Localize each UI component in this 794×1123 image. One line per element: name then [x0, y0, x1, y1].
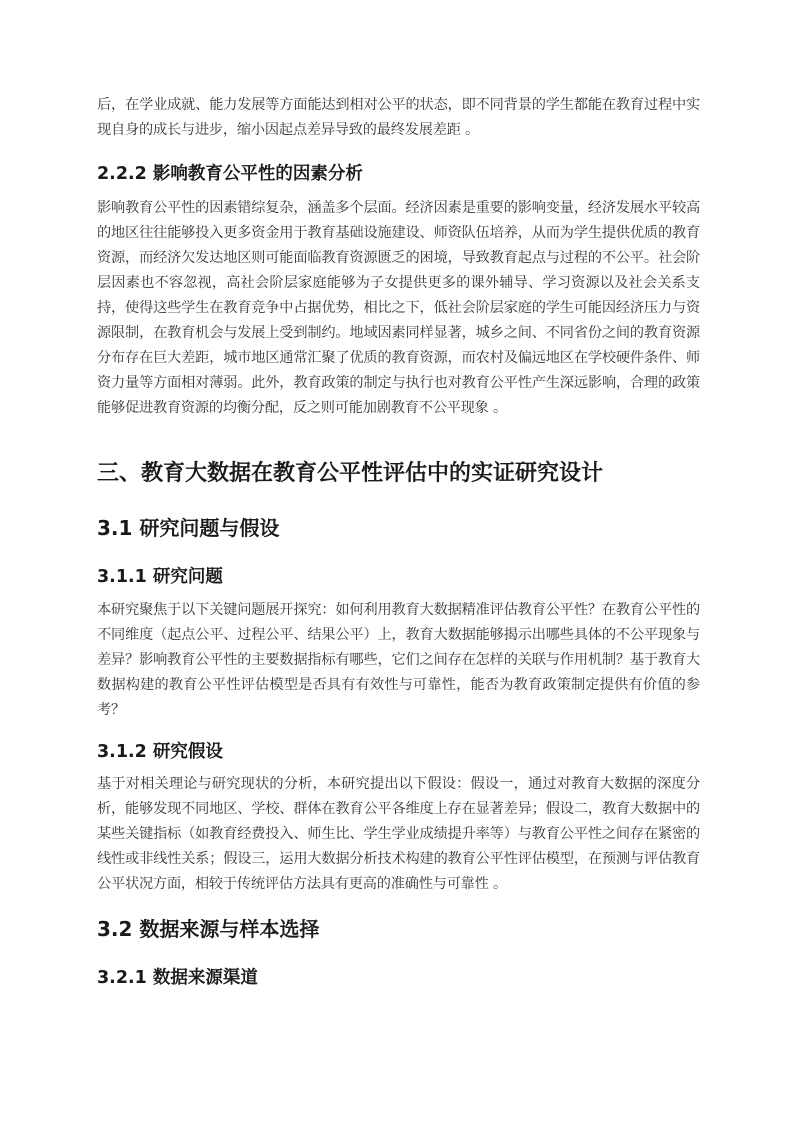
heading-3-1: 3.1 研究问题与假设 — [97, 516, 280, 540]
heading-3-1-2: 3.1.2 研究假设 — [97, 742, 223, 762]
heading-2-2-2: 2.2.2 影响教育公平性的因素分析 — [97, 164, 363, 184]
paragraph-factors: 影响教育公平性的因素错综复杂，涵盖多个层面。经济因素是重要的影响变量，经济发展水平较高的地区往往能够投入更多资金用于教育基础设施建设、师资队伍培养，从而为学生提供优质的教育资源，而经济欠发达地区则可能面临教育资源匮乏的困境，导致教育起点与过程的不公平。社会阶层因素也不容忽视，高社会阶层家庭能够为子女提供更多的课外辅导、学习资源以及社会关系支持，使得这些学生在教育竞争中占据优势，相比之下，低社会阶层家庭的学生可能因经济压力与资源限制，在教育机会与发展上受到制约。地域因素同样显著，城乡之间、不同省份之间的教育资源分布存在巨大差距，城市地区通常汇聚了优质的教育资源，而农村及偏远地区在学校硬件条件、师资力量等方面相对薄弱。此外，教育政策的制定与执行也对教育公平性产生深远影响，合理的政策能够促进教育资源的均衡分配，反之则可能加剧教育不公平现象 。 — [97, 200, 700, 416]
paragraph-hypotheses: 基于对相关理论与研究现状的分析，本研究提出以下假设：假设一，通过对教育大数据的深度分析，能够发现不同地区、学校、群体在教育公平各维度上存在显著差异；假设二，教育大数据中的某些关键指标（如教育经费投入、师生比、学生学业成绩提升率等）与教育公平性之间存在紧密的线性或非线性关系；假设三，运用大数据分析技术构建的教育公平性评估模型，在预测与评估教育公平状况方面，相较于传统评估方法具有更高的准确性与可靠性 。 — [97, 776, 700, 892]
heading-3-2: 3.2 数据来源与样本选择 — [97, 917, 320, 941]
heading-chapter-3: 三、教育大数据在教育公平性评估中的实证研究设计 — [97, 461, 604, 486]
paragraph-continuation: 后，在学业成就、能力发展等方面能达到相对公平的状态，即不同背景的学生都能在教育过程中实现自身的成长与进步，缩小因起点差异导致的最终发展差距 。 — [97, 97, 700, 138]
heading-3-2-1: 3.2.1 数据来源渠道 — [97, 968, 258, 988]
heading-3-1-1: 3.1.1 研究问题 — [97, 567, 223, 587]
paragraph-research-questions: 本研究聚焦于以下关键问题展开探究：如何利用教育大数据精准评估教育公平性？在教育公平性的不同维度（起点公平、过程公平、结果公平）上，教育大数据能够揭示出哪些具体的不公平现象与差异？影响教育公平性的主要数据指标有哪些，它们之间存在怎样的关联与作用机制？基于教育大数据构建的教育公平性评估模型是否具有有效性与可靠性，能否为教育政策制定提供有价值的参考？ — [97, 602, 700, 718]
